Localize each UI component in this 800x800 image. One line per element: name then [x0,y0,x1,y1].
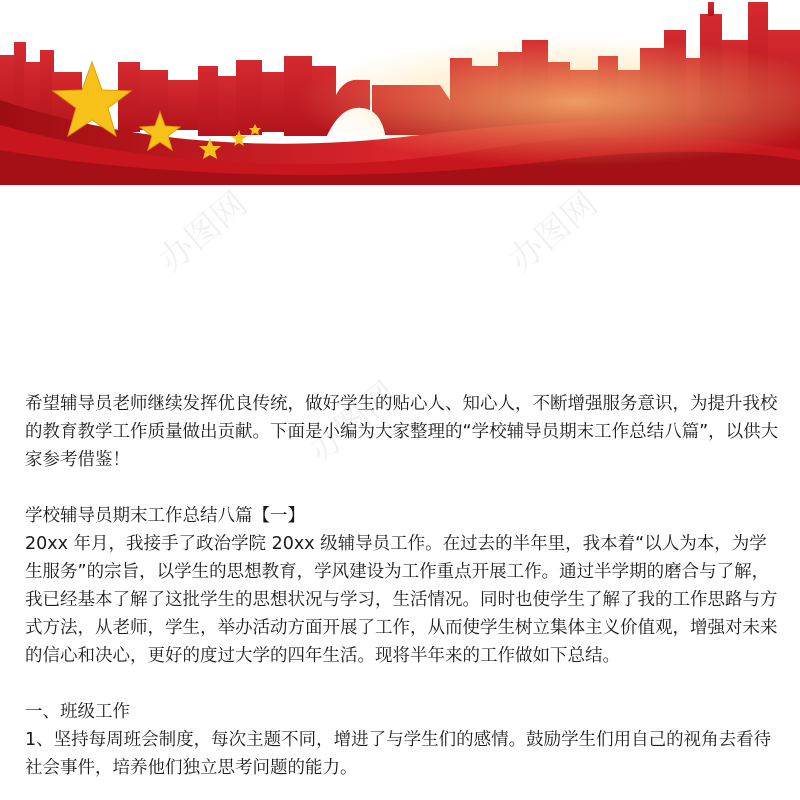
body-paragraph: 1、坚持每周班会制度，每次主题不同，增进了与学生们的感情。鼓励学生们用自己的视角去看待社会事件，培养他们独立思考问题的能力。 [25,730,772,778]
intro-paragraph: 希望辅导员老师继续发挥优良传统，做好学生的贴心人、知心人，不断增强服务意识，为提升我校的教育教学工作质量做出贡献。下面是小编为大家整理的“学校辅导员期末工作总结八篇”，以供大家参考借鉴！ [25,394,779,470]
watermark: 办图网 [301,374,406,471]
header-banner [0,0,800,185]
watermark: 办图网 [501,184,606,281]
city-skyline-banner-graphic [0,0,800,185]
body-paragraph: 20xx 年月，我接手了政治学院 20xx 级辅导员工作。在过去的半年里，我本着“以人为本，为学生服务”的宗旨，以学生的思想教育，学风建设为工作重点开展工作。通过半学期的磨合与了解，我已经基本了解了这批学生的思想状况与学习，生活情况。同时也使学生了解了我的工作思路与方式方法，从老师，学生，举办活动方面开展了工作，从而使学生树立集体主义价值观，增强对未来的信心和决心，更好的度过大学的四年生活。现将半年来的工作做如下总结。 [25,534,778,666]
document-body [25,390,780,782]
watermark: 办图网 [151,184,256,281]
section-title: 学校辅导员期末工作总结八篇【一】 [25,506,305,526]
section-heading: 一、班级工作 [25,702,130,722]
